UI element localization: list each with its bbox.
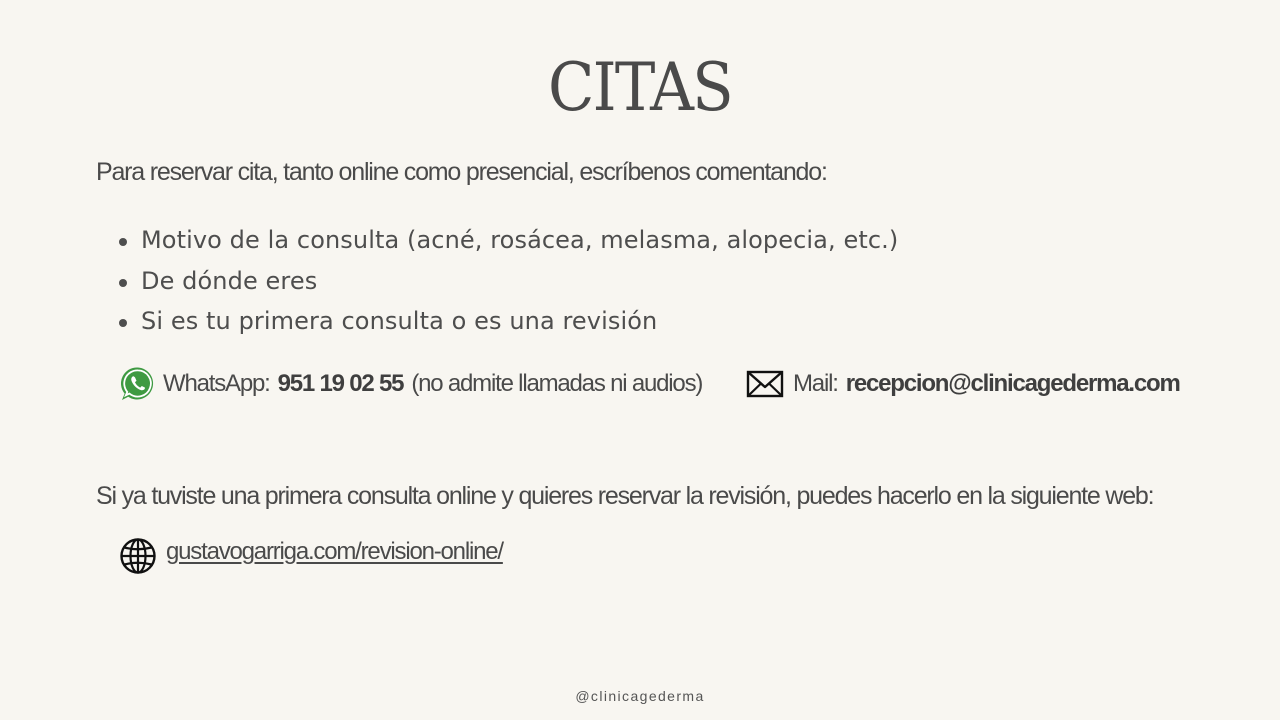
list-item: Motivo de la consulta (acné, rosácea, melasma, alopecia, etc.)	[117, 220, 898, 261]
whatsapp-number[interactable]: 951 19 02 55	[277, 370, 404, 397]
mail-label: Mail:	[793, 370, 838, 397]
revision-text: Si ya tuviste una primera consulta online y quieres reservar la revisión, puedes hacerlo en la siguiente web:	[96, 482, 1154, 510]
globe-icon	[119, 537, 157, 575]
envelope-icon	[746, 369, 784, 399]
revision-link[interactable]: gustavogarriga.com/revision-online/	[166, 538, 503, 565]
footer-handle: @clinicagederma	[575, 688, 705, 704]
list-item: De dónde eres	[117, 261, 898, 302]
intro-text: Para reservar cita, tanto online como presencial, escríbenos comentando:	[96, 158, 827, 186]
whatsapp-icon	[119, 365, 157, 403]
mail-contact[interactable]	[746, 364, 1180, 404]
mail-address[interactable]: recepcion@clinicagederma.com	[845, 370, 1180, 397]
revision-web-link[interactable]	[119, 536, 503, 576]
whatsapp-label: WhatsApp:	[163, 370, 270, 397]
requirements-list	[117, 220, 898, 342]
whatsapp-contact[interactable]	[119, 364, 702, 404]
list-item: Si es tu primera consulta o es una revisión	[117, 301, 898, 342]
whatsapp-note: (no admite llamadas ni audios)	[411, 370, 703, 397]
page-title: CITAS	[548, 49, 732, 126]
